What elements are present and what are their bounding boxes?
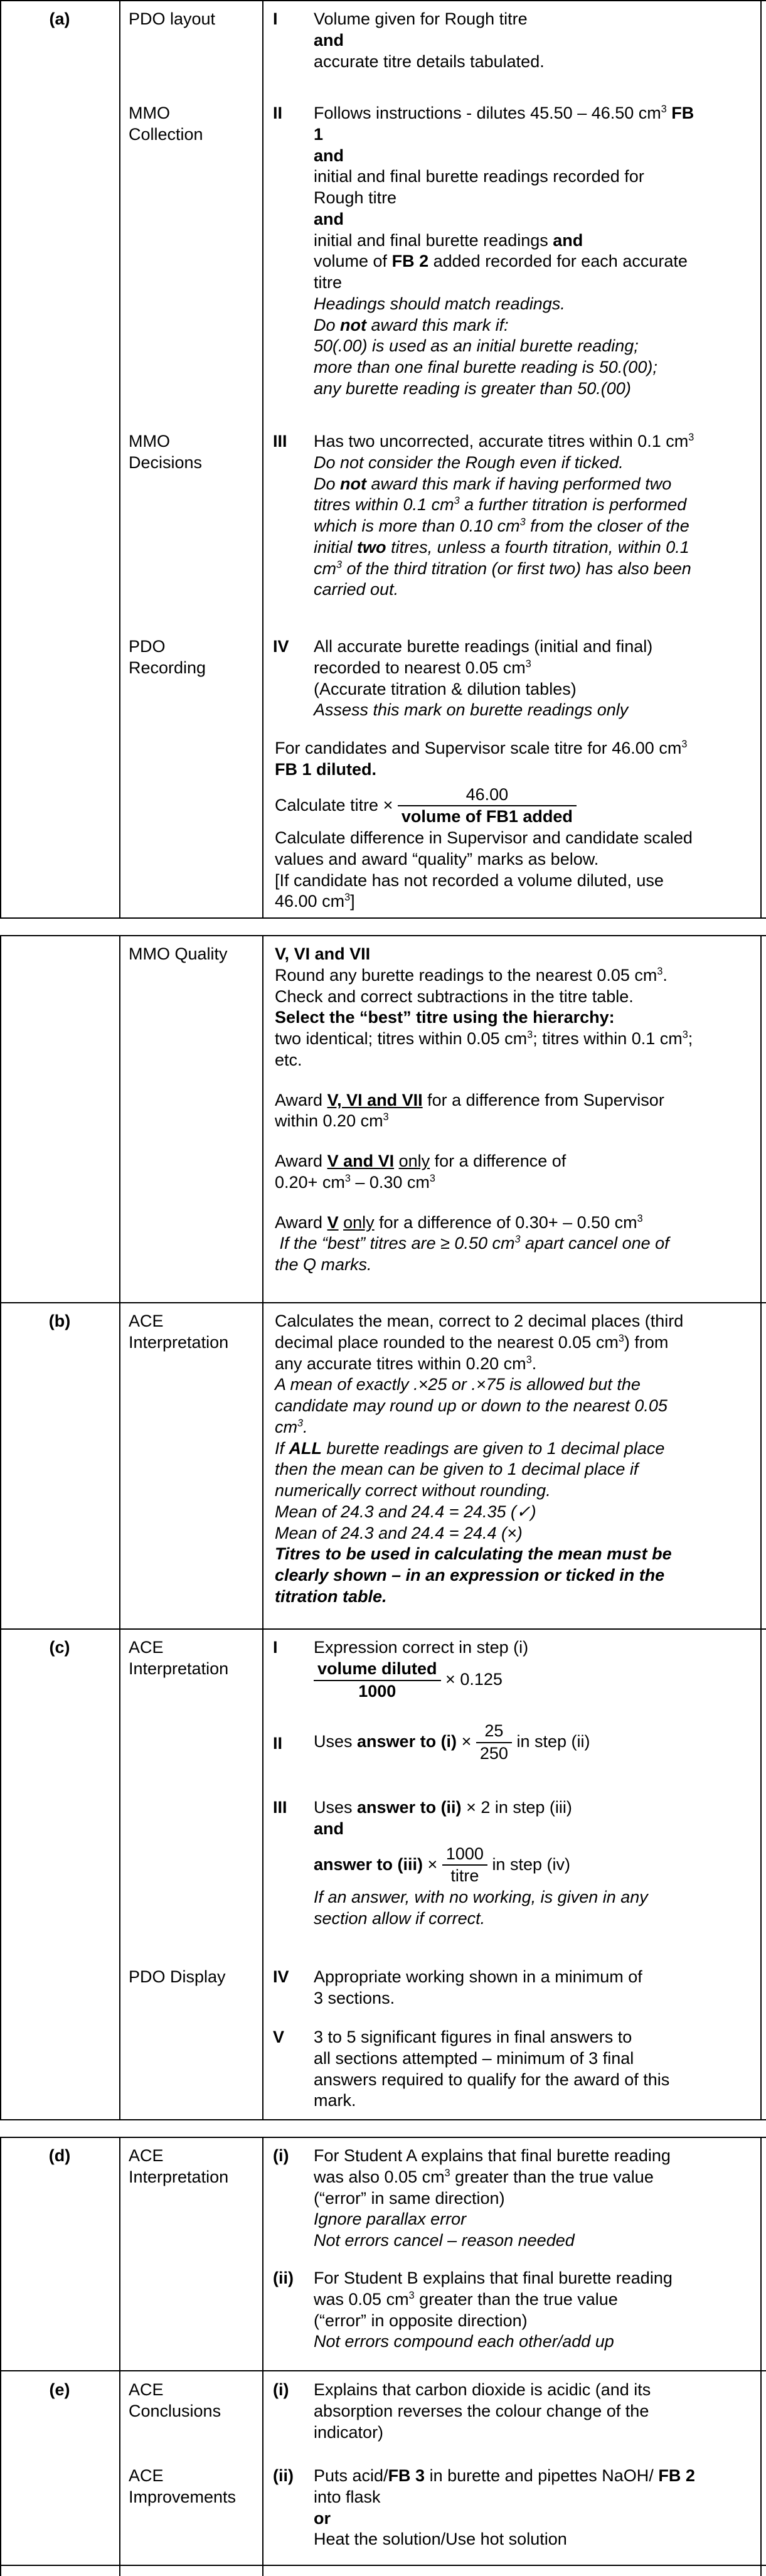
criterion-mean: Calculates the mean, correct to 2 decimal places (third decimal place rounded to the nearest 0.05 $cm^3$) from any accurate titres within 0.20 $cm^3$. A mean of exactly .×25 or .×75 is allowed but the candidate may round up or down to the nearest 0.05 $cm^3$. If ALL burette readings are given to 1 decimal place then the mean can be given to 1 decimal place if numerically correct without rounding. Mean of 24.3 and 24.4 = 24.35 (✓) Mean of 24.3 and 24.4 = 24.4 (×) Titres to be used in calculating the mean must be clearly shown – in an expression or ticked in the titration table. bbox=[275, 1312, 684, 1606]
mark-number-c-v: V bbox=[273, 2028, 285, 2046]
skill-ace-conclusions: ACE Conclusions bbox=[129, 2380, 221, 2420]
mark-number-e-i: (i) bbox=[273, 2380, 289, 2399]
criterion-iii: Has two uncorrected, accurate titres within 0.1 $cm^3$ Do not consider the Rough even if ticked. Do not award this mark if having performed two titres within 0.1 $cm^3$ a further titration is performed which is more than 0.10 $cm^3$ from the closer of the initial two titres, unless a fourth titration, within 0.1 $cm^3$ of the third titration (or first two) has also been carried out. bbox=[314, 432, 694, 599]
skill-mmo-collection: MMO Collection bbox=[129, 104, 203, 144]
skill-ace-interpretation-b: ACE Interpretation bbox=[129, 1312, 229, 1352]
part-label-e: (e) bbox=[49, 2380, 70, 2399]
mark-table-sections-b-c bbox=[0, 935, 766, 2120]
criterion-d-i: For Student A explains that final burette reading was also 0.05 $cm^3$ greater than the true value (“error” in same direction) Ignore parallax error Not errors cancel – reason needed bbox=[314, 2146, 671, 2250]
mark-number-iv: IV bbox=[273, 637, 289, 656]
mark-table-sections-d-e bbox=[0, 2137, 766, 2576]
skill-pdo-display: PDO Display bbox=[129, 1967, 226, 1986]
part-label-d: (d) bbox=[48, 2146, 71, 2165]
criterion-c-iii: Uses answer to (ii) × 2 in step (iii) and answer to (iii) × $\frac{1000}{\text{titre}}$ in step (iv) If an answer, with no working, is given in any section allow if correct. bbox=[314, 1798, 648, 1928]
criterion-iv: All accurate burette readings (initial and final) recorded to nearest 0.05 $cm^3$ (Accurate titration & dilution tables) Assess this mark on burette readings only bbox=[314, 637, 653, 720]
criterion-v-vi-vii: V, VI and VII Round any burette readings to the nearest 0.05 $cm^3$. Check and correct subtractions in the titre table. Select the “best” titre using the hierarchy: two identical; titres within 0.05 $cm^3$; titres within 0.1 $cm^3$; etc. Award V, VI and VII for a difference from Supervisor within 0.20 $cm^3$ Award V and VI only for a difference of $0.20+ cm^3 - 0.30$ $cm^3$ Award V only for a difference of 0.30+ – 0.50 $cm^3$ If the “best” titres are ≥ 0.50 $cm^3$ apart cancel one of the Q marks. bbox=[275, 944, 693, 1274]
mark-number-c-iii: III bbox=[273, 1798, 287, 1817]
mark-number-c-iv: IV bbox=[273, 1967, 289, 1986]
mark-number-e-ii: (ii) bbox=[273, 2466, 294, 2485]
mark-number-c-ii: II bbox=[273, 1734, 283, 1753]
skill-ace-interpretation-c: ACE Interpretation bbox=[129, 1638, 229, 1678]
part-label-c: (c) bbox=[49, 1638, 70, 1657]
mark-table-section-a bbox=[0, 0, 766, 919]
mark-number-ii: II bbox=[273, 104, 283, 122]
scale-fraction: $\frac{46.00}{\text{volume of FB1 added}}$ bbox=[398, 784, 577, 828]
scale-titre-note: For candidates and Supervisor scale titre for 46.00 $cm^3$ FB 1 diluted. Calculate titre × $\frac{46.00}{\text{volume of FB1 added}}$ Calculate difference in Supervisor and candidate scaled values and award “quality” marks as below. [If candidate has not recorded a volume diluted, use 46.00 $cm^3$] bbox=[275, 739, 693, 911]
criterion-c-i: Expression correct in step (i) $\frac{\text{volume diluted}}{1000}$ × 0.125 bbox=[314, 1638, 529, 1701]
criterion-c-ii: Uses answer to (i) × $\frac{25}{250}$ in step (ii) bbox=[314, 1721, 590, 1763]
criterion-e-ii: Puts acid/FB 3 in burette and pipettes NaOH/ FB 2 into flask or Heat the solution/Use hot solution bbox=[314, 2466, 695, 2549]
skill-pdo-recording: PDO Recording bbox=[129, 637, 206, 677]
criterion-ii: Follows instructions - dilutes 45.50 – 46.50 $cm^3$ FB 1 and initial and final burette readings recorded for Rough titre and initial and final burette readings and volume of FB 2 added recorded for each accurate titre Headings should match readings. Do not award this mark if: 50(.00) is used as an initial burette reading; more than one final burette reading is 50.(00); any burette reading is greater than 50.(00) bbox=[314, 104, 694, 398]
criterion-i: Volume given for Rough titre and accurate titre details tabulated. bbox=[314, 9, 545, 71]
mark-number-d-ii: (ii) bbox=[273, 2269, 294, 2287]
criterion-c-iv: Appropriate working shown in a minimum of 3 sections. bbox=[314, 1967, 642, 2007]
skill-ace-interpretation-d: ACE Interpretation bbox=[129, 2146, 229, 2186]
skill-pdo-layout: PDO layout bbox=[129, 9, 216, 28]
criterion-d-ii: For Student B explains that final burette reading was 0.05 $cm^3$ greater than the true value (“error” in opposite direction) Not errors compound each other/add up bbox=[314, 2269, 673, 2351]
mark-number-c-i: I bbox=[273, 1638, 278, 1657]
criterion-c-v: 3 to 5 significant figures in final answers to all sections attempted – minimum of 3 final answers required to qualify for the award of this mark. bbox=[314, 2028, 670, 2110]
mark-number-i: I bbox=[273, 9, 278, 28]
skill-mmo-decisions: MMO Decisions bbox=[129, 432, 203, 472]
criterion-e-i: Explains that carbon dioxide is acidic (and its absorption reverses the colour change of the indicator) bbox=[314, 2380, 651, 2442]
part-label-b: (b) bbox=[48, 1312, 71, 1330]
part-label-a: (a) bbox=[49, 9, 70, 28]
skill-mmo-quality: MMO Quality bbox=[129, 944, 228, 963]
mark-number-d-i: (i) bbox=[273, 2146, 289, 2165]
mark-number-iii: III bbox=[273, 432, 287, 451]
skill-ace-improvements: ACE Improvements bbox=[129, 2466, 237, 2506]
